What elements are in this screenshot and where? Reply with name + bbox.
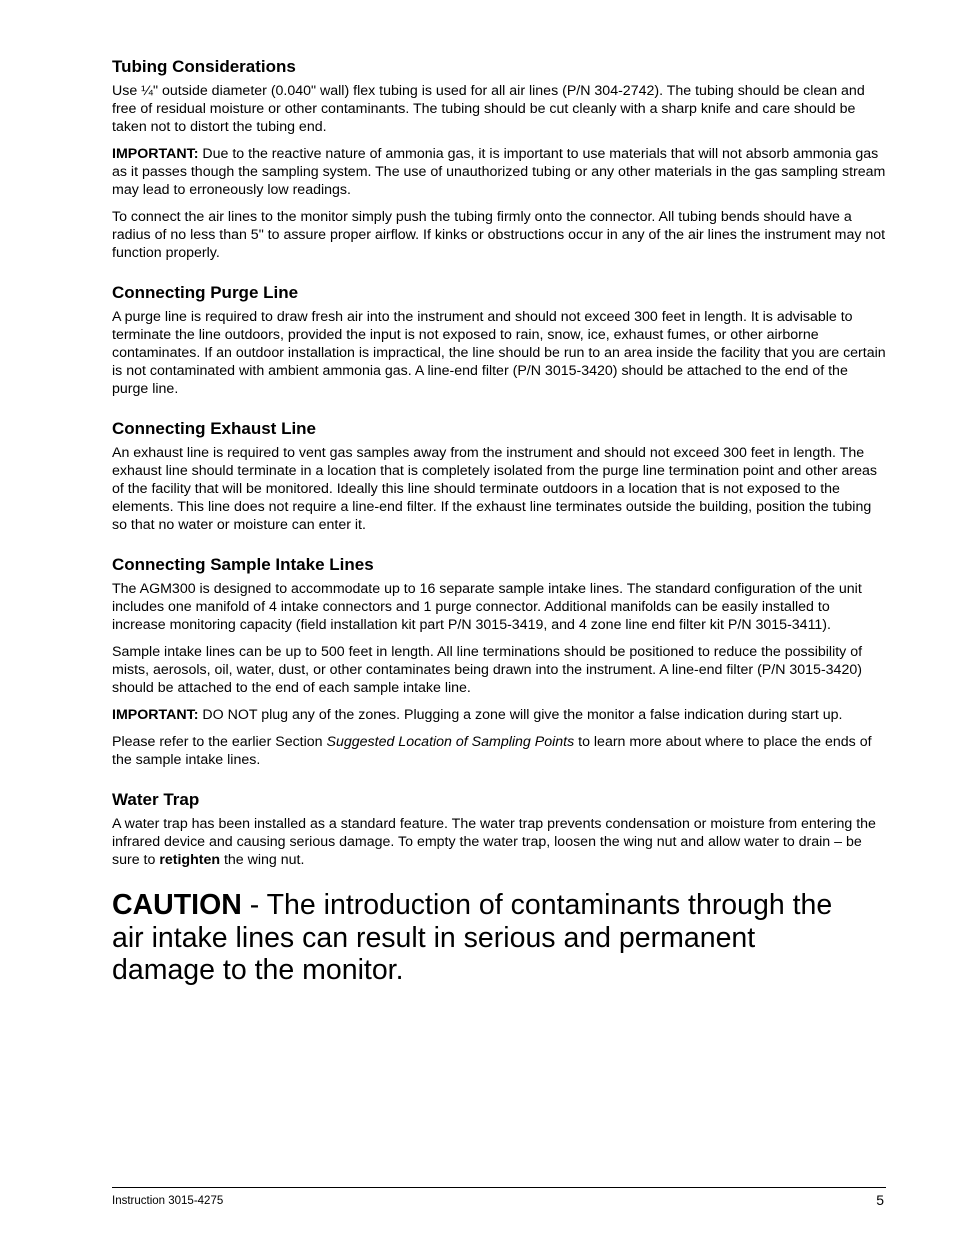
paragraph-text: DO NOT plug any of the zones. Plugging a zone will give the monitor a false indication during start up. — [198, 707, 843, 723]
paragraph: The AGM300 is designed to accommodate up to 16 separate sample intake lines. The standard configuration of the unit includes one manifold of 4 intake connectors and 1 purge connector. Additional manifolds can be easily installed to increase monitoring capacity (field installation kit part P/N 3015-3419, and 4 zone line end filter kit P/N 3015-3411). — [112, 581, 862, 633]
paragraph-text: the wing nut. — [220, 852, 305, 868]
section-connecting-sample-intake-lines — [112, 554, 887, 769]
section-reference: Suggested Location of Sampling Points — [326, 734, 575, 750]
section-connecting-exhaust-line — [112, 418, 887, 534]
paragraph-text: Please refer to the earlier Section — [112, 734, 327, 750]
page-content — [112, 56, 887, 987]
section-heading: Water Trap — [112, 790, 200, 809]
section-heading: Tubing Considerations — [112, 57, 296, 76]
section-tubing-considerations — [112, 56, 887, 262]
section-heading: Connecting Purge Line — [112, 283, 299, 302]
section-heading: Connecting Sample Intake Lines — [112, 555, 374, 574]
important-label: IMPORTANT: — [112, 146, 199, 162]
reference-paragraph — [112, 733, 887, 769]
caution-text: - The introduction of contaminants through the air intake lines can result in serious and permanent damage to the monitor. — [112, 889, 833, 986]
paragraph: Use ¼" outside diameter (0.040" wall) flex tubing is used for all air lines (P/N 304-2742). The tubing should be clean and free of residual moisture or other contaminants. The tubing should be cut cleanly with a sharp knife and care should be taken not to distort the tubing end. — [112, 83, 865, 135]
section-heading: Connecting Exhaust Line — [112, 419, 317, 438]
paragraph: A purge line is required to draw fresh air into the instrument and should not exceed 300 feet in length. It is advisable to terminate the line outdoors, provided the input is not exposed to rain, snow, ice, exhaust fumes, or other airborne contaminates. If an outdoor installation is impractical, the line should be run to an area inside the facility that you are certain is not contaminated with ambient ammonia gas. A line-end filter (P/N 3015-3420) should be attached to the end of the purge line. — [112, 309, 886, 397]
footer-divider — [112, 1187, 886, 1188]
paragraph-text: A water trap has been installed as a standard feature. The water trap prevents condensation or moisture from entering the infrared device and causing serious damage. To empty the water trap, loosen the wing nut and allow water to drain – be sure to — [112, 816, 876, 868]
paragraph: To connect the air lines to the monitor simply push the tubing firmly onto the connector. All tubing bends should have a radius of no less than 5" to assure proper airflow. If kinks or obstructions occur in any of the air lines the instrument may not function properly. — [112, 209, 886, 261]
section-connecting-purge-line — [112, 282, 887, 398]
important-paragraph — [112, 145, 887, 199]
section-water-trap — [112, 789, 887, 869]
important-label: IMPORTANT: — [112, 707, 199, 723]
paragraph — [112, 815, 887, 869]
paragraph-text: to learn more about where to place the ends of the sample intake lines. — [112, 734, 872, 768]
footer-document-id: Instruction 3015-4275 — [112, 1195, 224, 1207]
footer-page-number: 5 — [876, 1192, 884, 1208]
paragraph: An exhaust line is required to vent gas samples away from the instrument and should not exceed 300 feet in length. The exhaust line should terminate in a location that is completely isolated from the purge line termination point and other areas of the facility that will be monitored. Ideally this line should terminate outdoors in a location that is not exposed to the elements. This line does not require a line-end filter. If the exhaust line terminates outside the building, position the tubing so that no water or moisture can enter it. — [112, 445, 877, 533]
caution-label: CAUTION — [112, 889, 242, 921]
emphasized-word: retighten — [159, 852, 221, 868]
caution-notice — [112, 889, 842, 987]
paragraph: Sample intake lines can be up to 500 feet in length. All line terminations should be positioned to reduce the possibility of mists, aerosols, oil, water, dust, or other contaminates being drawn into the instrument. A line-end filter (P/N 3015-3420) should be attached to the end of each sample intake line. — [112, 644, 863, 696]
paragraph-text: Due to the reactive nature of ammonia gas, it is important to use materials that will not absorb ammonia gas as it passes though the sampling system. The use of unauthorized tubing or any other materials in the gas sampling stream may lead to erroneously low readings. — [112, 146, 886, 198]
important-paragraph — [112, 706, 887, 724]
